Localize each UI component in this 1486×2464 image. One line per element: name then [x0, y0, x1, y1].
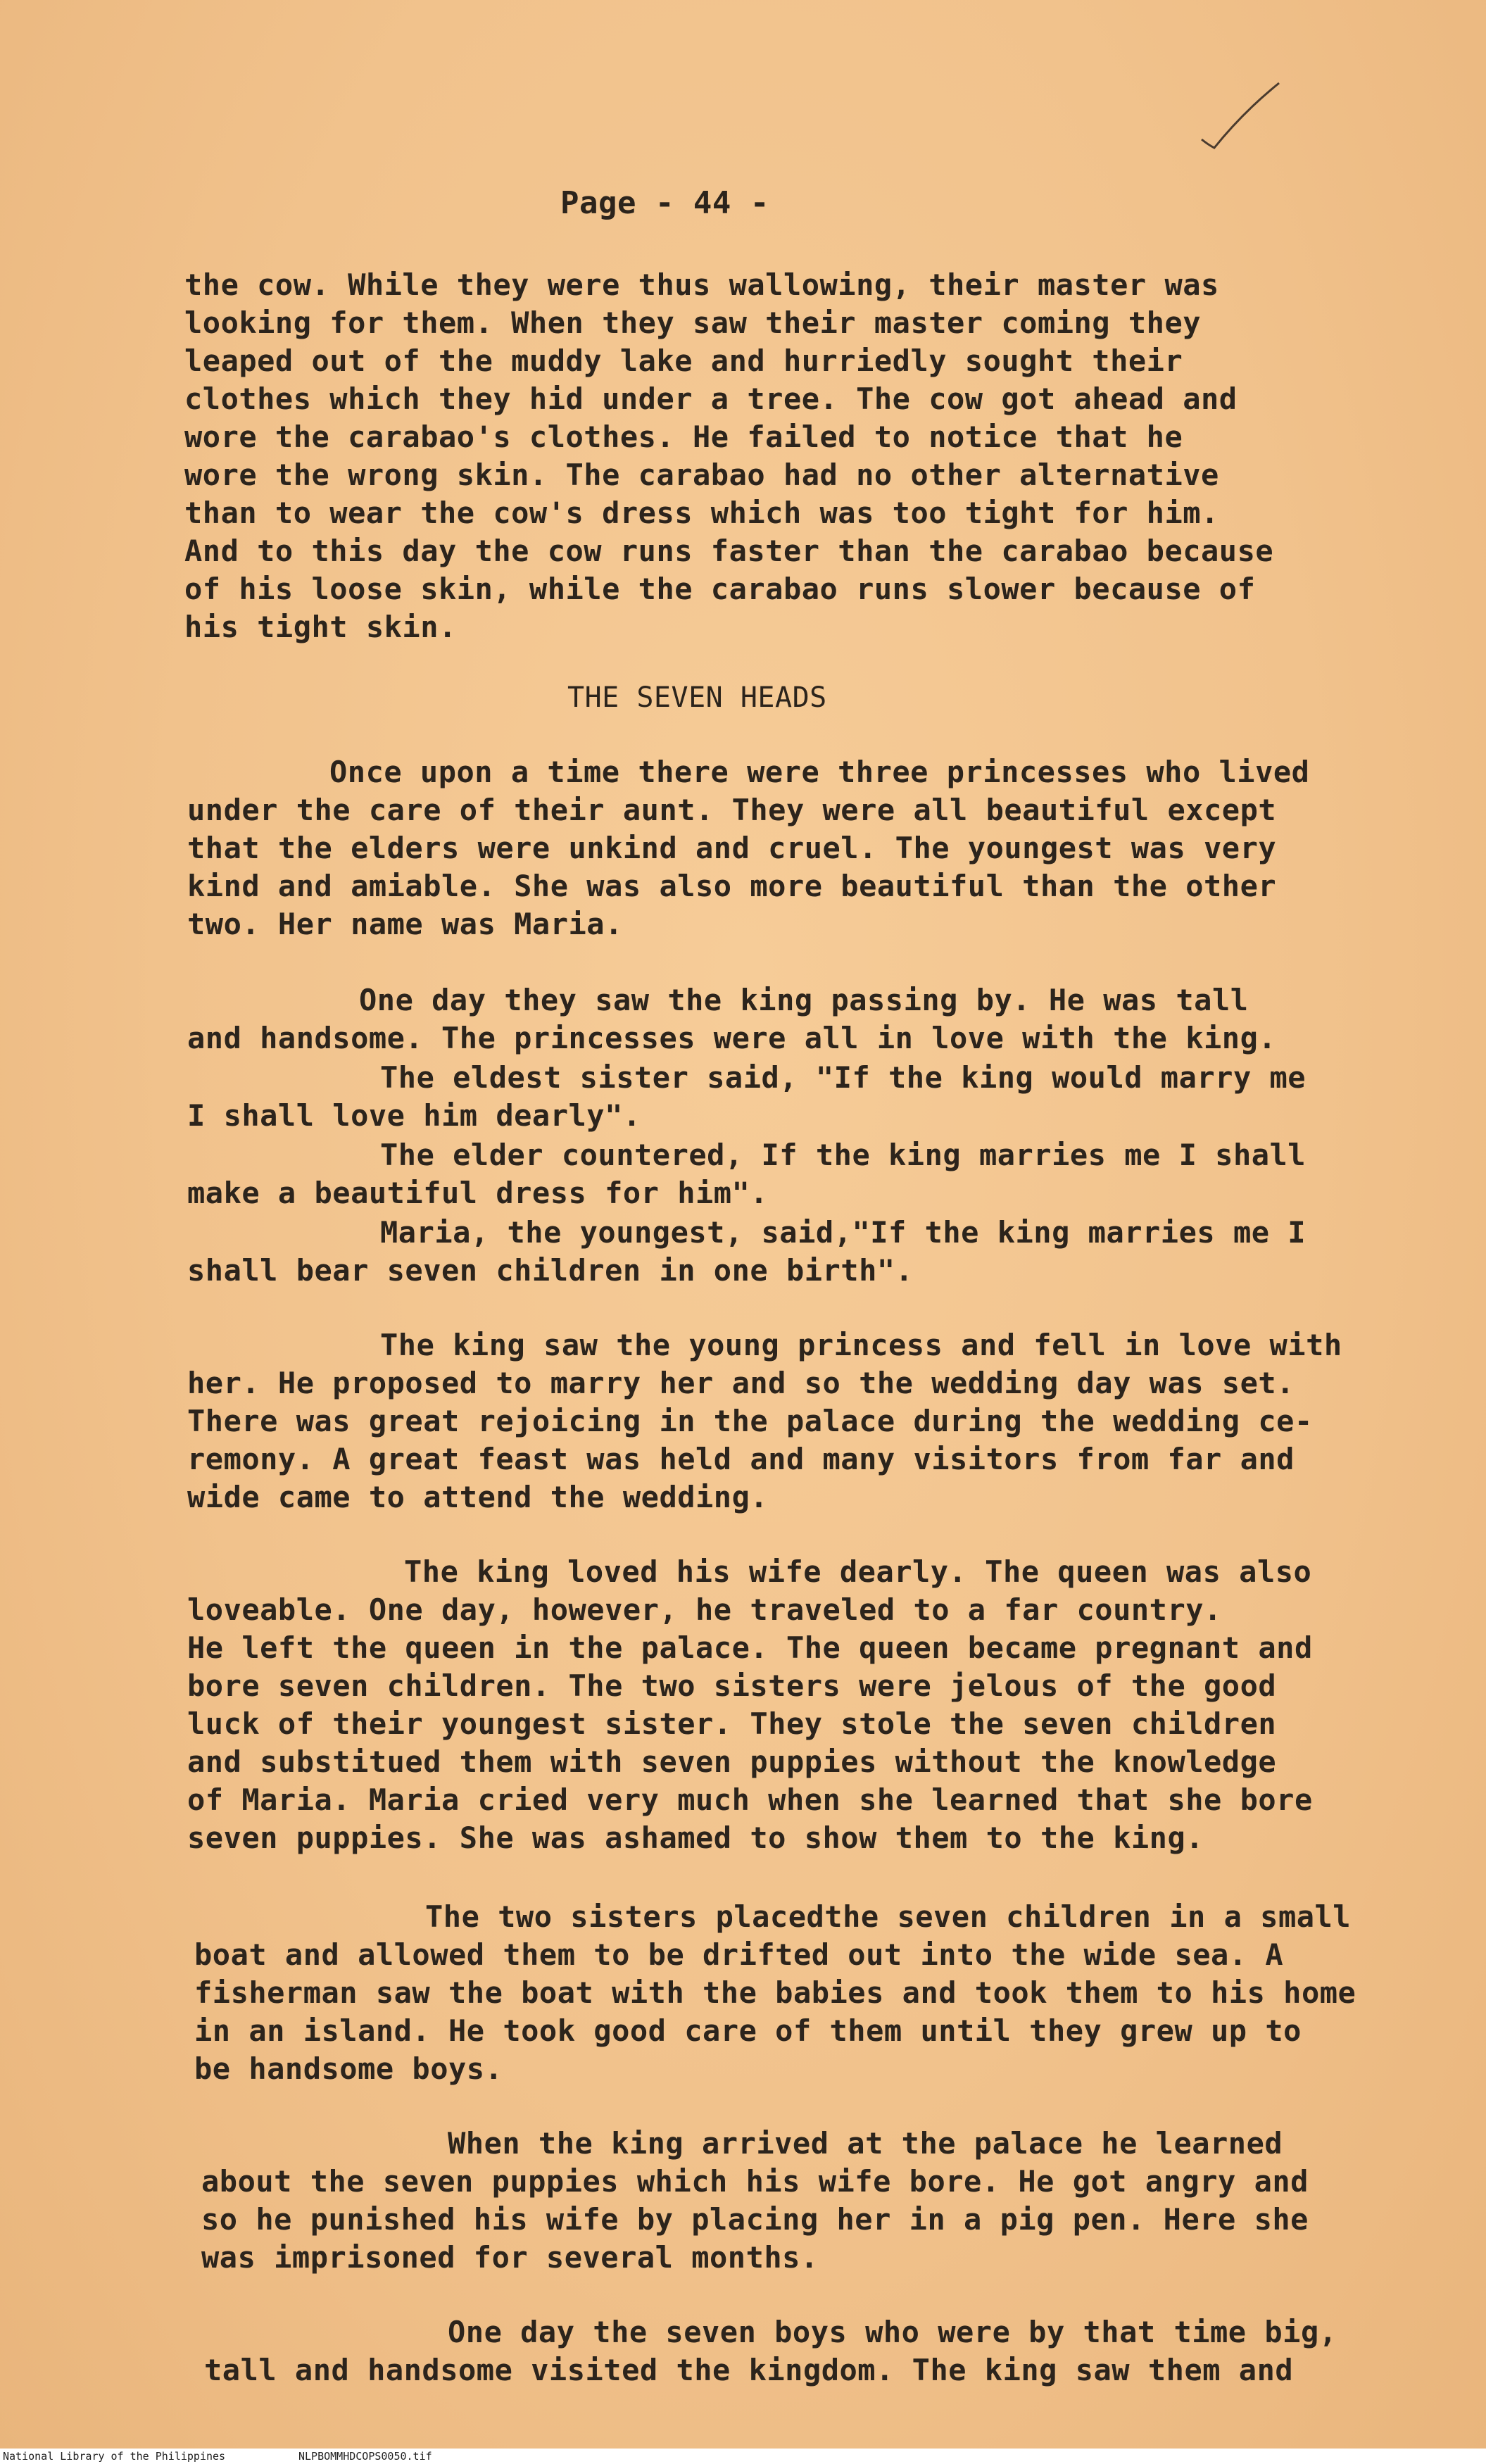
text-line: her. He proposed to marry her and so the wedding day was set.: [187, 1366, 1295, 1400]
text-line: The elder countered, If the king marries me I shall: [380, 1138, 1306, 1172]
text-line: The king loved his wife dearly. The queen was also: [404, 1554, 1312, 1589]
footer-filename: NLPBOMMHDCOPS0050.tif: [298, 2450, 432, 2463]
text-line: remony. A great feast was held and many visitors from far and: [187, 1442, 1295, 1476]
text-line: under the care of their aunt. They were all beautiful except: [187, 793, 1277, 827]
text-line: When the king arrived at the palace he learned: [448, 2126, 1283, 2161]
text-line: The king saw the young princess and fell in love with: [380, 1328, 1342, 1362]
scan-footer: [0, 2449, 1486, 2464]
text-line: The eldest sister said, "If the king would marry me: [380, 1060, 1306, 1095]
text-line: He left the queen in the palace. The queen became pregnant and: [187, 1630, 1313, 1665]
text-line: that the elders were unkind and cruel. The youngest was very: [187, 831, 1277, 865]
text-line: loveable. One day, however, he traveled to a far country.: [187, 1592, 1222, 1627]
text-line: boat and allowed them to be drifted out into the wide sea. A: [194, 1937, 1284, 1972]
text-line: of his loose skin, while the carabao runs slower because of: [184, 572, 1256, 606]
text-line: One day they saw the king passing by. He was tall: [359, 983, 1249, 1017]
text-line: There was great rejoicing in the palace during the wedding ce-: [187, 1404, 1313, 1438]
text-line: wide came to attend the wedding.: [187, 1480, 769, 1514]
text-line: leaped out of the muddy lake and hurriedly sought their: [184, 344, 1183, 378]
text-line: wore the wrong skin. The carabao had no other alternative: [184, 458, 1219, 492]
text-line: clothes which they hid under a tree. The cow got ahead and: [184, 382, 1238, 416]
text-line: make a beautiful dress for him".: [187, 1176, 769, 1210]
text-line: shall bear seven children in one birth".: [187, 1253, 914, 1288]
text-line: Maria, the youngest, said,"If the king marries me I: [380, 1215, 1306, 1250]
text-line: seven puppies. She was ashamed to show them to the king.: [187, 1821, 1204, 1855]
text-line: of Maria. Maria cried very much when she learned that she bore: [187, 1783, 1313, 1817]
text-line: his tight skin.: [184, 610, 457, 644]
text-line: The two sisters placedthe seven children in a small: [425, 1899, 1352, 1934]
text-line: be handsome boys.: [194, 2051, 503, 2086]
text-line: bore seven children. The two sisters were jelous of the good: [187, 1668, 1277, 1703]
text-line: wore the carabao's clothes. He failed to notice that he: [184, 420, 1183, 454]
checkmark-icon: [1193, 77, 1285, 155]
text-line: kind and amiable. She was also more beautiful than the other: [187, 869, 1277, 903]
text-line: and handsome. The princesses were all in love with the king.: [187, 1021, 1277, 1055]
page-header: Page - 44 -: [560, 185, 769, 221]
footer-source: National Library of the Philippines: [3, 2450, 226, 2463]
text-line: in an island. He took good care of them until they grew up to: [194, 2013, 1302, 2048]
text-line: and substitued them with seven puppies without the knowledge: [187, 1745, 1277, 1779]
text-line: luck of their youngest sister. They stole the seven children: [187, 1706, 1277, 1741]
text-line: One day the seven boys who were by that time big,: [448, 2315, 1337, 2349]
text-line: was imprisoned for several months.: [201, 2240, 819, 2275]
text-line: about the seven puppies which his wife bore. He got angry and: [201, 2164, 1309, 2199]
story-title: THE SEVEN HEADS: [567, 681, 827, 714]
text-line: looking for them. When they saw their master coming they: [184, 306, 1202, 340]
text-line: two. Her name was Maria.: [187, 907, 623, 941]
text-line: the cow. While they were thus wallowing, their master was: [184, 268, 1219, 302]
text-line: than to wear the cow's dress which was too tight for him.: [184, 496, 1219, 530]
text-line: Once upon a time there were three princesses who lived: [329, 755, 1310, 789]
text-line: I shall love him dearly".: [187, 1098, 641, 1133]
text-line: And to this day the cow runs faster than the carabao because: [184, 534, 1274, 568]
text-line: fisherman saw the boat with the babies and took them to his home: [194, 1975, 1356, 2010]
text-line: so he punished his wife by placing her in a pig pen. Here she: [201, 2202, 1309, 2237]
text-line: tall and handsome visited the kingdom. The king saw them and: [204, 2353, 1294, 2387]
